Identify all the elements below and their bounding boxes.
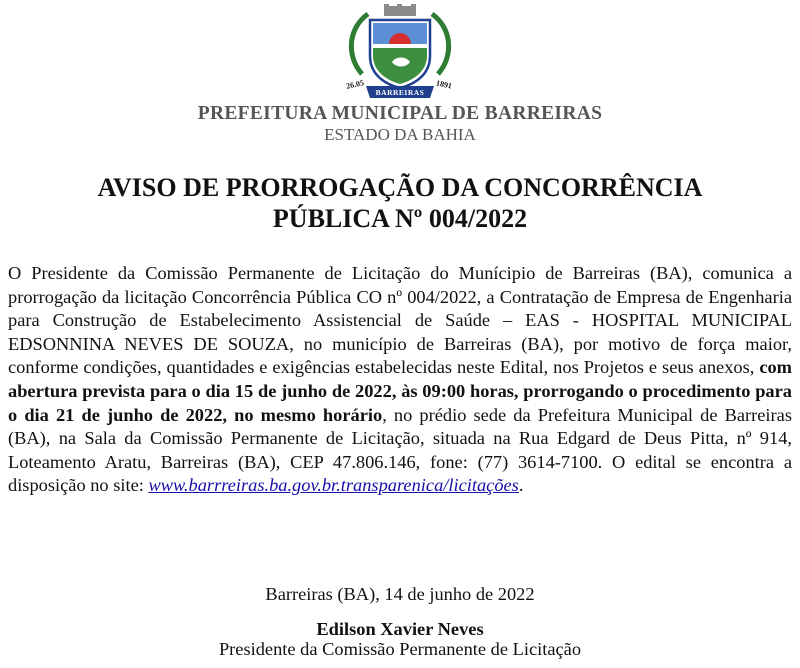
header-state: ESTADO DA BAHIA [324, 125, 476, 144]
edital-link[interactable]: www.barrreiras.ba.gov.br.transparenica/licitações [148, 475, 519, 496]
header-org: PREFEITURA MUNICIPAL DE BARREIRAS [197, 103, 603, 124]
crest-date-left: 26.05 [345, 78, 365, 91]
body-part-1: O Presidente da Comissão Permanente de Licitação do Munícipio de Barreiras (BA), comunica a prorrogação da licitação Concorrência Pública CO nº 004/2022, a Contratação de Empresa de Engenharia para Construção de Estabelecimento Assistencial de Saúde – EAS - HOSPITAL MUNICIPAL EDSONNINA NEVES DE SOUZA, no município de Barreiras (BA), por motivo de força maior, conforme condições, quantidades e exigências estabelecidas neste Edital, nos Projetos e seus anexos, [8, 263, 792, 378]
body-bold: com abertura prevista para o dia 15 de junho de 2022, às 09:00 horas, prorrogando o procedimento para o dia 21 de junho de 2022, no mesmo horário [8, 357, 792, 425]
municipal-crest-icon [342, 4, 458, 100]
crest-banner: BARREIRAS [375, 88, 425, 97]
signer-role: Presidente da Comissão Permanente de Licitação [218, 639, 582, 659]
signer-name: Edilson Xavier Neves [316, 619, 484, 639]
title-line-2: PÚBLICA Nº 004/2022 [272, 204, 528, 233]
title-line-1: AVISO DE PRORROGAÇÃO DA CONCORRÊNCIA [97, 173, 703, 202]
body-part-2: , no prédio sede da Prefeitura Municipal de Barreiras (BA), na Sala da Comissão Permanente de Licitação, situada na Rua Edgard de Deus Pitta, nº 914, Loteamento Aratu, Barreiras (BA), CEP 47.806.146, fone: (77) 3614-7100. O edital se encontra a disposição no site: [8, 404, 792, 496]
crest-date-right: 1891 [435, 78, 453, 91]
body-end: . [518, 475, 524, 496]
document-date: Barreiras (BA), 14 de junho de 2022 [265, 584, 535, 604]
notice-body [8, 262, 792, 498]
page-title [0, 172, 800, 234]
